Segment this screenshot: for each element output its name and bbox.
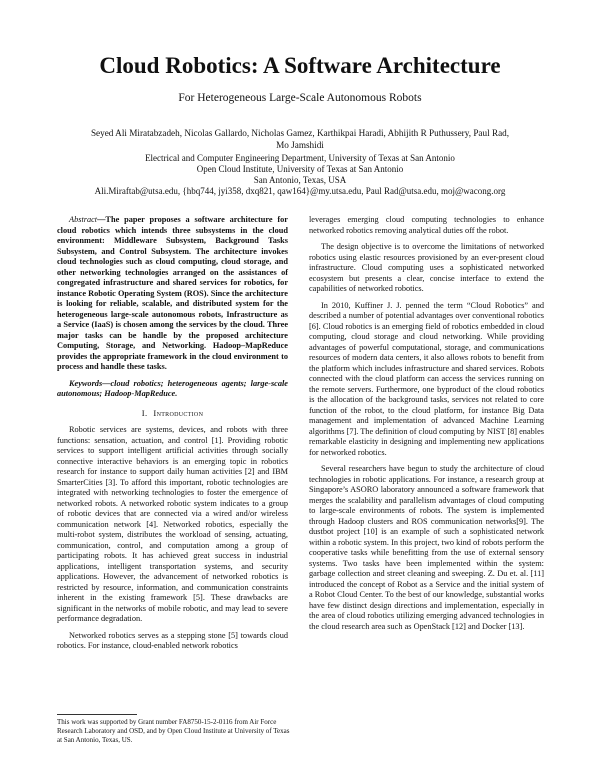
affiliation-institute: Open Cloud Institute, University of Texas at San Antonio [196, 164, 404, 174]
abstract [57, 215, 288, 373]
section-title: Introduction [153, 407, 204, 418]
body-paragraph: Robotic services are systems, devices, and robots with three functions: sensation, actuation, and control [1]. Providing robotic services to support intelligent artificial activities through socially connective interactive behaviors is an emerging topic in robotics research for instance to support daily human activities [2] and IBM SmarterCities [3]. To afford this important, robotic technologies are integrated with networking technologies to foster the emergence of networked robots. A networked robotic system indicates to a group of robotic devices that are connected via a wired and/or wireless communication network [4]. Networked robotics, especially the multi-robot system, distributes the workload of sensing, actuating, communication, control, and computation among a group of participating robots. It has achieved great success in industrial applications, intelligent transportation systems, and security applications. However, the advancement of networked robotics is restricted by resource, information, and communication constraints inherent in the existing framework [5]. These drawbacks are significant in the networks of mobile robotic, and may lead to severe performance degradation. [57, 425, 288, 623]
body-paragraph: In 2010, Kuffiner J. J. penned the term “Cloud Robotics” and described a number of potential advantages over conventional robotics [6]. Cloud robotics is an emerging field of robotics embedded in cloud computing, cloud storage and cloud networking. While providing advantages of powerful computational, storage, and communications resources of modern data centers, it also allows robots to benefit from the platform which includes infrastructure and shared services. Robots connected with the cloud platform can access the services running on the remote servers. Furthermore, one byproduct of the cloud robotics is the allocation of the background tasks, services not related to core function of the robot, to the cloud platform, for instance Big Data management and implementation of advanced Machine Learning algorithms [7]. The definition of cloud computing by NIST [8] enables remarkable elasticity in designing and implementing new applications for networked robotics. [309, 300, 544, 457]
funding-footnote: This work was supported by Grant number FA8750-15-2-0116 from Air Force Research Laboratory and OSD, and by Open Cloud Institute at University of Texas at San Antonio, Texas, US. [57, 718, 290, 744]
body-paragraph: leverages emerging cloud computing technologies to enhance networked robotics removing analytical duties off the robot. [309, 215, 544, 235]
paper-subtitle: For Heterogeneous Large-Scale Autonomous Robots [178, 92, 422, 104]
abstract-lead: Abstract [69, 215, 98, 224]
body-paragraph: Several researchers have begun to study the architecture of cloud technologies in robotic applications. For instance, a research group at Singapore’s ASORO laboratory announced a software framework that merges the scalability and parallelism advantages of cloud computing to large-scale environments of robots. The system is implemented through Hadoop clusters and ROS communication networks[9]. The dustbot project [10] is an example of such a sophisticated network within a robotic system. In this project, two kind of robots perform the cooperative tasks while benefitting from the use of external sensory systems. Two tasks have been implemented within the system: garbage collection and street cleaning and sweeping. Z. Du et. al. [11] introduced the concept of Robot as a Service and the initial system of a Robot Cloud Center. To the best of our knowledge, substantial works have few distinct design directions and implementation, especially in the area of cloud robotics utilizing emerging advanced technologies in the cloud research area such as OpenStack [12] and Docker [13]. [309, 464, 545, 631]
author-list-continued: Mo Jamshidi [276, 140, 324, 150]
right-column [309, 215, 544, 638]
footnote-divider [57, 714, 137, 715]
left-column [57, 215, 288, 658]
body-paragraph: Networked robotics serves as a stepping stone [5] towards cloud robotics. For instance, cloud-enabled network robotics [57, 630, 288, 650]
paper-title: Cloud Robotics: A Software Architecture [99, 53, 501, 78]
affiliation-department: Electrical and Computer Engineering Department, University of Texas at San Antonio [145, 153, 455, 163]
section-heading-introduction [57, 408, 288, 419]
keywords-lead: Keywords [69, 378, 103, 388]
keywords [57, 379, 288, 400]
body-paragraph: The design objective is to overcome the limitations of networked robotics using elastic resources provisioned by an ever-present cloud infrastructure. Cloud computing uses a sophisticated networked ecosystem but presents a clear, concise interface to extend the capabilities of networked robotics. [309, 242, 544, 293]
section-number: I. [141, 407, 148, 418]
author-emails: Ali.Miraftab@utsa.edu, {hbq744, jyi358, dxq821, qaw164}@my.utsa.edu, Paul Rad@utsa.edu, moj@wacong.org [94, 186, 506, 196]
author-list: Seyed Ali Miratabzadeh, Nicolas Gallardo, Nicholas Gamez, Karthikpai Haradi, Abhijith R Puthussery, Paul Rad, [90, 128, 510, 138]
affiliation-location: San Antonio, Texas, USA [253, 175, 347, 185]
keywords-text: —cloud robotics; heterogeneous agents; large-scale autonomous; Hadoop-MapReduce. [57, 378, 288, 398]
abstract-text: —The paper proposes a software architecture for cloud robotics which intends three subsystems in the cloud environment: Middleware Subsystem, Background Tasks Subsystem, and Control Subsystem. The architecture invokes cloud technologies such as cloud computing, cloud storage, and other networking technologies arranged on the assistances of congregated infrastructure and shared services for robotics, for instance Robotic Operating System (ROS). Since the architecture is looking for reliable, scalable, and distributed system for the heterogeneous large-scale autonomous robots, Infrastructure as a Service (IaaS) is chosen among the services by the cloud. Three major tasks can be handle by the proposed architecture Computing, Storage, and Networking. Hadoop–MapReduce provides the appropriate framework in the cloud environment to process and handle these tasks. [57, 215, 288, 371]
